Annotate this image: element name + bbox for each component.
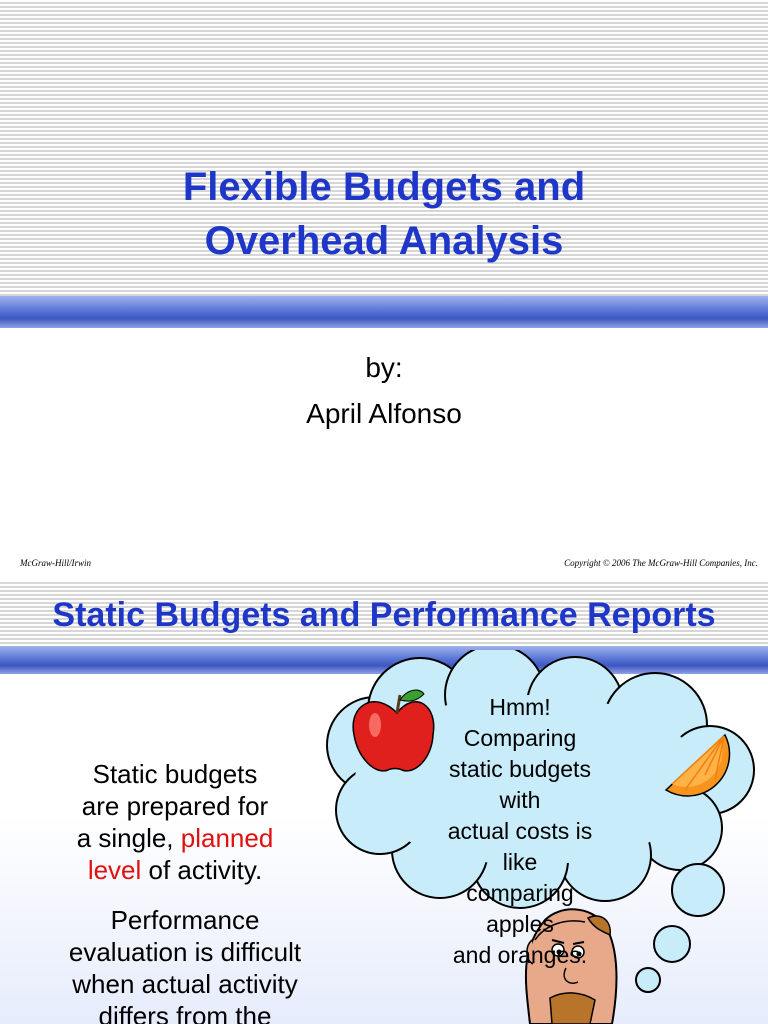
text-line: are prepared for	[81, 791, 269, 821]
static-budget-definition	[40, 758, 310, 886]
text-line: Static budgets	[92, 759, 258, 789]
text-segment: of activity.	[141, 855, 263, 885]
highlight-text: planned	[180, 823, 274, 853]
text-line: actual costs is like	[447, 818, 593, 875]
text-line	[40, 822, 310, 854]
thought-bubble-text	[430, 692, 610, 971]
text-line: static budgets with	[449, 756, 591, 813]
copyright-footer: Copyright © 2006 The McGraw-Hill Companies, Inc.	[564, 558, 758, 568]
text-line: Performance	[110, 905, 260, 935]
title-line-1: Flexible Budgets and	[182, 165, 586, 209]
highlight-text: level	[87, 855, 142, 885]
slide-title: Static Budgets and Performance Reports	[52, 596, 716, 634]
text-line: evaluation is difficult	[68, 937, 302, 967]
text-line: Hmm! Comparing	[463, 694, 577, 751]
text-line: when actual activity	[72, 969, 298, 999]
title-line-2: Overhead Analysis	[204, 219, 564, 263]
text-line: and oranges.	[452, 942, 588, 968]
content-slide	[0, 580, 768, 1024]
author-name: April Alfonso	[306, 398, 462, 429]
publisher-footer: McGraw-Hill/Irwin	[20, 558, 91, 568]
text-line	[40, 854, 310, 886]
blue-divider-bar	[0, 296, 768, 328]
performance-evaluation-text	[20, 904, 350, 1024]
text-segment: a single,	[76, 823, 181, 853]
text-line: comparing apples	[466, 880, 574, 937]
slide-title	[0, 160, 768, 268]
text-line: differs from the	[98, 1001, 272, 1024]
by-label: by:	[365, 352, 403, 383]
